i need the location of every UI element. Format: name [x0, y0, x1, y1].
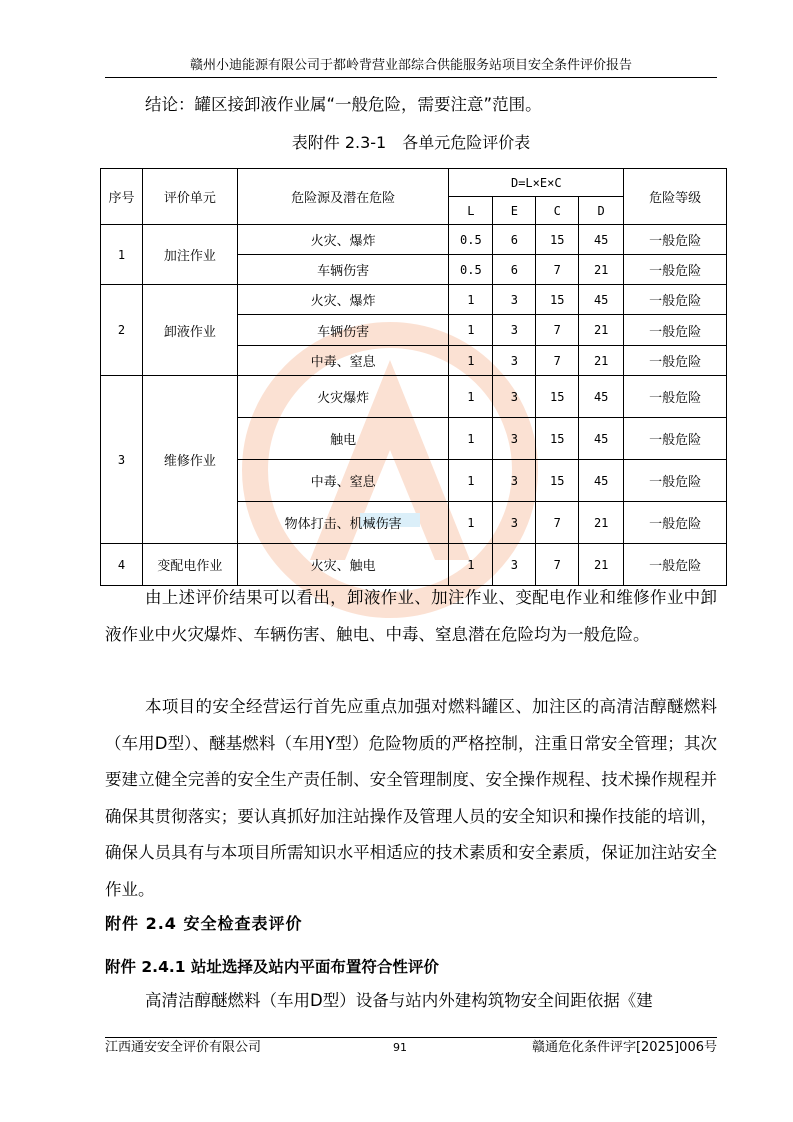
table-caption: 表附件 2.3-1 各单元危险评价表: [291, 133, 531, 152]
header-hazard: 危险源及潜在危险: [237, 169, 449, 225]
table-row: [101, 376, 727, 418]
cell-level: 一般危险: [624, 418, 727, 460]
cell-d: 45: [579, 285, 624, 315]
header-e: E: [493, 197, 536, 225]
cell-d: 45: [579, 418, 624, 460]
cell-l: 1: [449, 346, 493, 376]
cell-unit: 加注作业: [142, 225, 237, 285]
cell-l: 0.5: [449, 225, 493, 255]
cell-e: 3: [493, 460, 536, 502]
cell-unit: 变配电作业: [142, 544, 237, 586]
page-number: 91: [393, 1041, 407, 1054]
cell-level: 一般危险: [624, 544, 727, 586]
page-header-title: 赣州小迪能源有限公司于都岭背营业部综合供能服务站项目安全条件评价报告: [189, 58, 632, 73]
header-formula: D=L×E×C: [449, 169, 624, 197]
cell-d: 21: [579, 315, 624, 346]
cell-d: 21: [579, 255, 624, 285]
cell-d: 21: [579, 544, 624, 586]
header-unit: 评价单元: [142, 169, 237, 225]
cell-level: 一般危险: [624, 225, 727, 255]
cell-c: 7: [536, 346, 579, 376]
cell-c: 15: [536, 285, 579, 315]
cell-no: 1: [101, 225, 143, 285]
cell-level: 一般危险: [624, 285, 727, 315]
paragraph-summary: 由上述评价结果可以看出，卸液作业、加注作业、变配电作业和维修作业中卸液作业中火灾爆炸、车辆伤害、触电、中毒、窒息潜在危险均为一般危险。: [105, 588, 717, 644]
cell-level: 一般危险: [624, 376, 727, 418]
header-no: 序号: [101, 169, 143, 225]
cell-hazard: 火灾、爆炸: [237, 285, 449, 315]
cell-e: 3: [493, 346, 536, 376]
cell-hazard: 火灾爆炸: [237, 376, 449, 418]
cell-e: 3: [493, 376, 536, 418]
cell-hazard: 车辆伤害: [237, 255, 449, 285]
cell-e: 6: [493, 255, 536, 285]
cell-d: 45: [579, 376, 624, 418]
cell-c: 7: [536, 315, 579, 346]
cell-d: 45: [579, 460, 624, 502]
cell-unit: 卸液作业: [142, 285, 237, 376]
cell-hazard: 物体打击、机械伤害: [237, 502, 449, 544]
cell-l: 1: [449, 376, 493, 418]
cell-e: 3: [493, 315, 536, 346]
cell-c: 7: [536, 502, 579, 544]
cell-c: 15: [536, 225, 579, 255]
cell-c: 7: [536, 544, 579, 586]
header-d: D: [579, 197, 624, 225]
paragraph-site: 高清洁醇醚燃料（车用D型）设备与站内外建构筑物安全间距依据《建: [145, 991, 653, 1010]
section-title: 附件 2.4 安全检查表评价: [105, 914, 303, 933]
table-body: [101, 225, 727, 586]
cell-unit: 维修作业: [142, 376, 237, 544]
footer-doc-number: 赣通危化条件评字[2025]006号: [531, 1040, 717, 1055]
cell-l: 1: [449, 418, 493, 460]
cell-l: 0.5: [449, 255, 493, 285]
cell-e: 6: [493, 225, 536, 255]
cell-l: 1: [449, 544, 493, 586]
cell-c: 15: [536, 418, 579, 460]
paragraph-measures: 本项目的安全经营运行首先应重点加强对燃料罐区、加注区的高清洁醇醚燃料（车用D型）、醚基燃料（车用Y型）危险物质的严格控制，注重日常安全管理；其次要建立健全完善的安全生产责任制、安全管理制度、安全操作规程、技术操作规程并确保其贯彻落实；要认真抓好加注站操作及管理人员的安全知识和操作技能的培训，确保人员具有与本项目所需知识水平相适应的技术素质和安全素质，保证加注站安全作业。: [105, 697, 717, 899]
cell-hazard: 火灾、爆炸: [237, 225, 449, 255]
cell-level: 一般危险: [624, 346, 727, 376]
footer-rule: [105, 1037, 717, 1038]
cell-hazard: 中毒、窒息: [237, 460, 449, 502]
cell-d: 45: [579, 225, 624, 255]
cell-no: 2: [101, 285, 143, 376]
cell-no: 4: [101, 544, 143, 586]
cell-no: 3: [101, 376, 143, 544]
header-l: L: [449, 197, 493, 225]
cell-d: 21: [579, 502, 624, 544]
cell-l: 1: [449, 315, 493, 346]
subsection-title: 附件 2.4.1 站址选择及站内平面布置符合性评价: [105, 958, 439, 976]
cell-hazard: 车辆伤害: [237, 315, 449, 346]
cell-e: 3: [493, 544, 536, 586]
cell-c: 15: [536, 460, 579, 502]
risk-evaluation-table: [100, 168, 727, 586]
header-level: 危险等级: [624, 169, 727, 225]
cell-level: 一般危险: [624, 502, 727, 544]
conclusion-text: 结论：罐区接卸液作业属“一般危险，需要注意”范围。: [145, 95, 542, 114]
cell-hazard: 触电: [237, 418, 449, 460]
cell-e: 3: [493, 502, 536, 544]
header-rule: [105, 77, 717, 78]
header-c: C: [536, 197, 579, 225]
cell-l: 1: [449, 502, 493, 544]
cell-e: 3: [493, 418, 536, 460]
cell-c: 15: [536, 376, 579, 418]
cell-level: 一般危险: [624, 460, 727, 502]
cell-e: 3: [493, 285, 536, 315]
cell-l: 1: [449, 460, 493, 502]
cell-hazard: 火灾、触电: [237, 544, 449, 586]
cell-level: 一般危险: [624, 255, 727, 285]
table-row: [101, 285, 727, 315]
cell-d: 21: [579, 346, 624, 376]
cell-hazard: 中毒、窒息: [237, 346, 449, 376]
cell-l: 1: [449, 285, 493, 315]
footer-company: 江西通安安全评价有限公司: [105, 1040, 262, 1055]
cell-level: 一般危险: [624, 315, 727, 346]
cell-c: 7: [536, 255, 579, 285]
table-row: [101, 225, 727, 255]
